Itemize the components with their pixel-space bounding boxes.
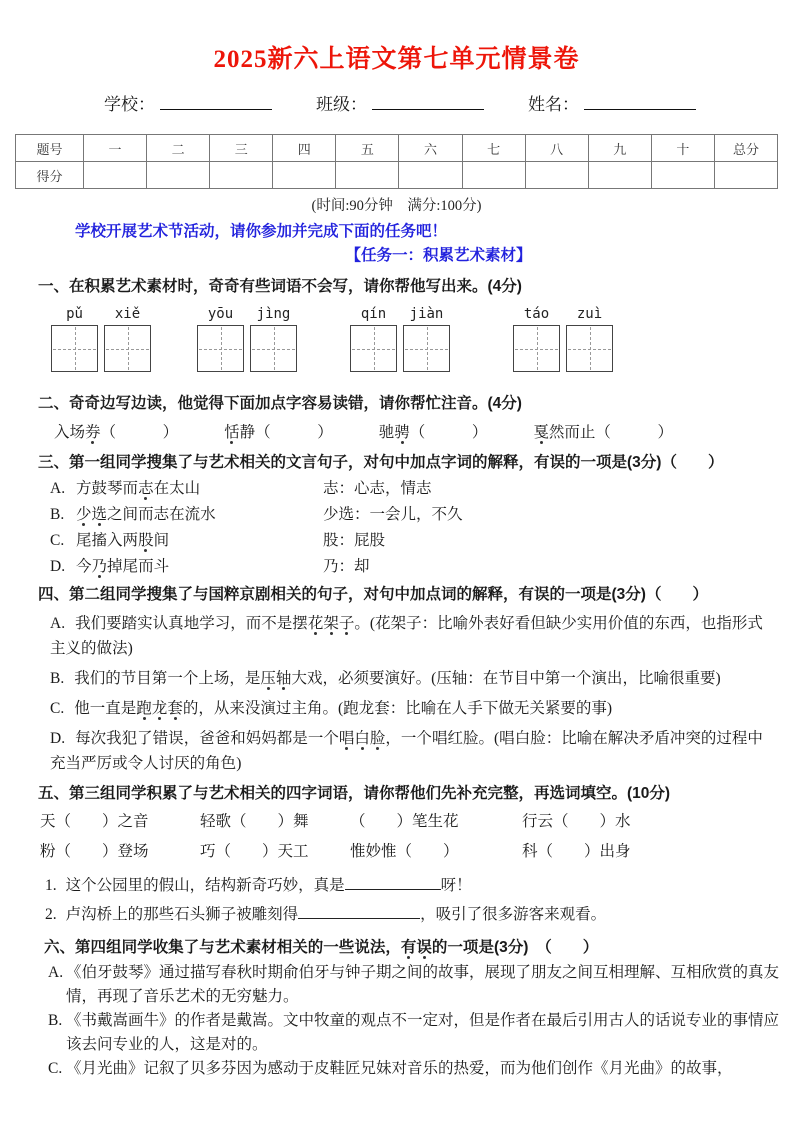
q6-option <box>48 1057 779 1081</box>
q2-items <box>54 420 793 446</box>
name-field <box>528 92 696 117</box>
option-explanation: 志：心志，情志 <box>323 480 432 497</box>
school-field <box>104 92 272 117</box>
q3-option <box>50 476 793 502</box>
idiom-blank-item[interactable]: 粉（ ）登场 <box>40 843 149 860</box>
q4-option <box>50 611 777 661</box>
q5-fill-in-sentences <box>45 871 793 929</box>
writing-boxes <box>51 325 151 372</box>
q3-option <box>50 554 793 580</box>
class-field <box>316 92 484 117</box>
q6-option <box>48 1009 779 1057</box>
q6-option <box>48 961 779 1009</box>
score-cell[interactable] <box>715 162 778 189</box>
pinyin-group <box>197 306 297 372</box>
pinyin-label: jìng <box>256 306 291 322</box>
sentence-post: 呀！ <box>440 877 472 894</box>
sub-number: 2. <box>45 906 57 923</box>
option-text: 我们要踏实认真地学习，而不是摆花架子。(花架子：比喻外表好看但缺少实用价值的东西，也指形式主义的做法) <box>50 615 763 657</box>
name-label: 姓名： <box>528 95 579 114</box>
option-explanation: 少选：一会儿，不久 <box>323 506 463 523</box>
option-text: 我们的节目第一个上场，是压轴大戏，必须要演好。(压轴：在节目中第一个演出，比喻很重要) <box>74 670 721 687</box>
score-table-col-header: 九 <box>589 135 652 162</box>
writing-box[interactable] <box>403 325 450 372</box>
q3-stem: 三、第一组同学搜集了与艺术相关的文言句子，对句中加点字词的解释，有误的一项是(3分)（ ） <box>38 454 724 471</box>
option-label: B. <box>50 670 65 687</box>
answer-blank[interactable] <box>345 873 441 890</box>
task1-header: 【任务一：积累艺术素材】 <box>345 247 532 264</box>
score-cell[interactable] <box>589 162 652 189</box>
answer-blank[interactable] <box>298 902 420 919</box>
q5-idiom-row-1 <box>40 807 793 837</box>
score-table-col-header: 七 <box>463 135 526 162</box>
q4-option <box>50 666 777 691</box>
writing-box[interactable] <box>566 325 613 372</box>
option-text: 他一直是跑龙套的，从来没演过主角。(跑龙套：比喻在人手下做无关紧要的事) <box>74 700 613 717</box>
option-label: A. <box>48 964 64 981</box>
option-sentence: 今乃掉尾而斗 <box>76 558 170 575</box>
score-cell[interactable] <box>147 162 210 189</box>
pinyin-label: zuì <box>576 306 603 322</box>
pinyin-labels <box>51 306 151 323</box>
option-label: C. <box>50 532 65 549</box>
pinyin-group <box>513 306 613 372</box>
pinyin-labels <box>350 306 450 323</box>
score-cell[interactable] <box>463 162 526 189</box>
school-blank[interactable] <box>160 92 272 110</box>
q1-stem: 一、在积累艺术素材时，奇奇有些词语不会写，请你帮他写出来。(4分) <box>38 278 522 295</box>
pinyin-label: pǔ <box>66 306 83 322</box>
writing-box[interactable] <box>250 325 297 372</box>
writing-box[interactable] <box>104 325 151 372</box>
pinyin-labels <box>513 306 613 323</box>
q4-options <box>0 611 793 776</box>
score-table-col-header: 五 <box>336 135 399 162</box>
sentence-post: ，吸引了很多游客来观看。 <box>420 906 607 923</box>
option-sentence: 尾搐入两股间 <box>76 532 170 549</box>
score-cell[interactable] <box>210 162 273 189</box>
writing-boxes <box>513 325 613 372</box>
fill-in-sentence <box>45 900 793 929</box>
q3-option <box>50 528 793 554</box>
option-label: C. <box>48 1060 63 1077</box>
option-sentence: 方鼓琴而志在太山 <box>76 480 201 497</box>
q2-annotation-item[interactable]: 恬静（ ） <box>224 424 333 441</box>
score-table-col-header: 四 <box>273 135 336 162</box>
writing-box[interactable] <box>350 325 397 372</box>
student-info-line <box>104 92 793 117</box>
score-table-col-header: 十 <box>652 135 715 162</box>
pinyin-group <box>350 306 450 372</box>
score-table-col-header: 八 <box>526 135 589 162</box>
score-table-score-label: 得分 <box>16 162 84 189</box>
idiom-blank-item[interactable]: 科（ ）出身 <box>522 843 631 860</box>
page-title: 2025新六上语文第七单元情景卷 <box>213 46 580 73</box>
writing-box[interactable] <box>51 325 98 372</box>
pinyin-labels <box>197 306 297 323</box>
pinyin-label: xiě <box>114 306 141 322</box>
writing-box[interactable] <box>513 325 560 372</box>
score-table-col-header: 三 <box>210 135 273 162</box>
option-text: 《月光曲》记叙了贝多芬因为感动于皮鞋匠兄妹对音乐的热爱，而为他们创作《月光曲》的故事， <box>66 1060 733 1077</box>
q4-option <box>50 726 777 776</box>
score-cell[interactable] <box>526 162 589 189</box>
q6-options <box>0 961 793 1081</box>
fill-in-sentence <box>45 871 793 900</box>
pinyin-label: táo <box>523 306 550 322</box>
option-label: B. <box>48 1012 63 1029</box>
option-label: A. <box>50 480 66 497</box>
idiom-blank-item[interactable]: 轻歌（ ）舞 <box>200 813 309 830</box>
q3-options <box>0 476 793 580</box>
score-table-col-header: 一 <box>84 135 147 162</box>
intro-text: 学校开展艺术节活动，请你参加并完成下面的任务吧！ <box>75 223 448 240</box>
pinyin-label: yōu <box>207 306 234 322</box>
sub-number: 1. <box>45 877 57 894</box>
q5-idiom-row-2 <box>40 837 793 867</box>
q1-writing-grids <box>51 306 793 372</box>
pinyin-label: jiàn <box>409 306 444 322</box>
option-label: A. <box>50 615 66 632</box>
idiom-blank-item[interactable]: 惟妙惟（ ） <box>350 843 459 860</box>
option-explanation: 股：屁股 <box>323 532 386 549</box>
name-blank[interactable] <box>584 92 696 110</box>
class-label: 班级： <box>316 95 367 114</box>
pinyin-group <box>51 306 151 372</box>
school-label: 学校： <box>104 95 155 114</box>
writing-boxes <box>350 325 450 372</box>
score-cell[interactable] <box>336 162 399 189</box>
option-label: D. <box>50 558 66 575</box>
idiom-blank-item[interactable]: 巧（ ）天工 <box>200 843 309 860</box>
score-table-col-header: 总分 <box>715 135 778 162</box>
idiom-blank-item[interactable]: （ ）笔生花 <box>350 813 459 830</box>
q2-annotation-item[interactable]: 入场券（ ） <box>54 424 179 441</box>
sentence-pre: 卢沟桥上的那些石头狮子被雕刻得 <box>65 906 299 923</box>
score-table-corner: 题号 <box>16 135 84 162</box>
score-cell[interactable] <box>84 162 147 189</box>
option-text: 每次我犯了错误，爸爸和妈妈都是一个唱白脸，一个唱红脸。(唱白脸：比喻在解决矛盾冲突的过程中充当严厉或令人讨厌的角色) <box>50 730 763 772</box>
q5-stem: 五、第三组同学积累了与艺术相关的四字词语，请你帮他们先补充完整，再选词填空。(10分) <box>38 785 671 802</box>
option-text: 《伯牙鼓琴》通过描写春秋时期俞伯牙与钟子期之间的故事，展现了朋友之间互相理解、互相欣赏的真友情，再现了音乐艺术的无穷魅力。 <box>66 964 780 1005</box>
score-cell[interactable] <box>273 162 336 189</box>
option-explanation: 乃：却 <box>323 558 370 575</box>
idiom-blank-item[interactable]: 行云（ ）水 <box>522 813 631 830</box>
option-text: 《书戴嵩画牛》的作者是戴嵩。文中牧童的观点不一定对，但是作者在最后引用古人的话说专业的事情应该去问专业的人，这是对的。 <box>66 1012 780 1053</box>
option-label: B. <box>50 506 65 523</box>
q4-option <box>50 696 777 721</box>
q2-annotation-item[interactable]: 驰骋（ ） <box>378 424 488 441</box>
time-score-line: (时间:90分钟 满分:100分) <box>311 198 482 214</box>
option-sentence: 少选之间而志在流水 <box>76 506 216 523</box>
score-table <box>15 134 778 189</box>
score-cell[interactable] <box>652 162 715 189</box>
idiom-blank-item[interactable]: 天（ ）之音 <box>40 813 149 830</box>
pinyin-label: qín <box>360 306 387 322</box>
q2-annotation-item[interactable]: 戛然而止（ ） <box>533 424 673 441</box>
class-blank[interactable] <box>372 92 484 110</box>
q4-stem: 四、第二组同学搜集了与国粹京剧相关的句子，对句中加点词的解释，有误的一项是(3分)（ ） <box>38 586 708 603</box>
writing-boxes <box>197 325 297 372</box>
score-table-col-header: 六 <box>399 135 462 162</box>
writing-box[interactable] <box>197 325 244 372</box>
q6-stem: 六、第四组同学收集了与艺术素材相关的一些说法，有误的一项是(3分) （ ） <box>44 939 599 956</box>
sentence-pre: 这个公园里的假山，结构新奇巧妙，真是 <box>65 877 345 894</box>
option-label: D. <box>50 730 66 747</box>
q3-option <box>50 502 793 528</box>
score-cell[interactable] <box>399 162 462 189</box>
q2-stem: 二、奇奇边写边读，他觉得下面加点字容易读错，请你帮忙注音。(4分) <box>38 395 522 412</box>
score-table-col-header: 二 <box>147 135 210 162</box>
option-label: C. <box>50 700 65 717</box>
